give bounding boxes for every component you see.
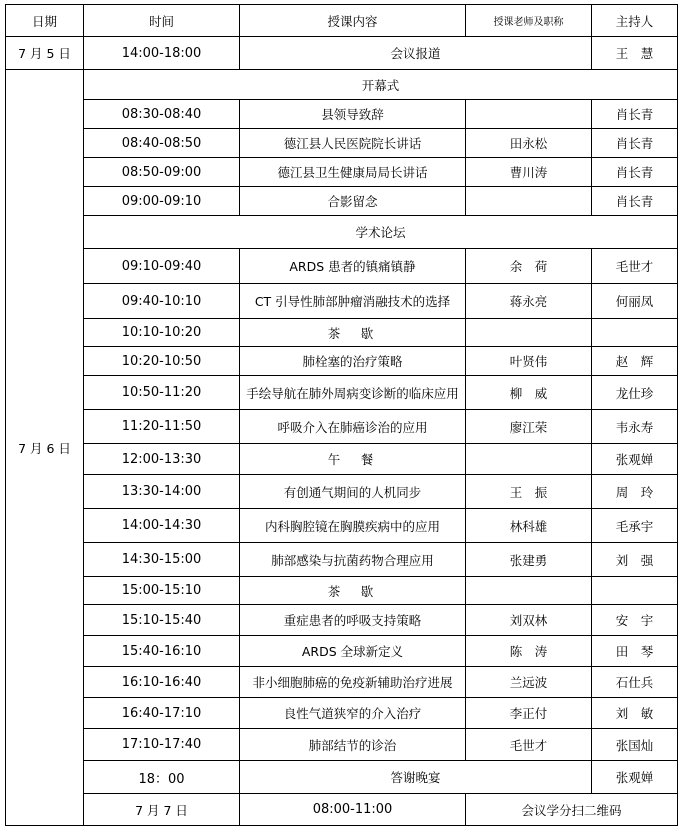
row-content: 午 餐 — [240, 444, 466, 475]
day1-row — [6, 37, 678, 70]
row-teacher: 张建勇 — [466, 543, 592, 577]
row-time: 09:10-09:40 — [84, 249, 240, 284]
row-content: 重症患者的呼吸支持策略 — [240, 605, 466, 636]
row-host: 刘 强 — [592, 543, 678, 577]
forum-title: 学术论坛 — [84, 216, 678, 249]
row-time: 14:30-15:00 — [84, 543, 240, 577]
table-row — [6, 729, 678, 761]
row-content: 肺栓塞的治疗策略 — [240, 347, 466, 376]
day3-row — [6, 794, 678, 826]
row-host: 毛世才 — [592, 249, 678, 284]
row-host: 何丽凤 — [592, 284, 678, 319]
row-host: 张观婵 — [592, 761, 678, 794]
row-host: 肖长青 — [592, 158, 678, 187]
table-row — [6, 129, 678, 158]
row-host — [592, 319, 678, 347]
row-host: 张国灿 — [592, 729, 678, 761]
row-time: 11:20-11:50 — [84, 410, 240, 444]
row-teacher: 兰远波 — [466, 667, 592, 698]
header-host: 主持人 — [592, 5, 678, 37]
header-content: 授课内容 — [240, 5, 466, 37]
row-content: ARDS 全球新定义 — [240, 636, 466, 667]
row-teacher: 曹川涛 — [466, 158, 592, 187]
row-content: 良性气道狭窄的介入治疗 — [240, 698, 466, 729]
row-host: 肖长青 — [592, 100, 678, 129]
row-host: 赵 辉 — [592, 347, 678, 376]
row-teacher: 刘双林 — [466, 605, 592, 636]
row-host: 周 玲 — [592, 475, 678, 509]
table-row — [6, 249, 678, 284]
row-time: 16:40-17:10 — [84, 698, 240, 729]
schedule-table — [5, 4, 678, 826]
table-row — [6, 636, 678, 667]
day3-time: 08:00-11:00 — [240, 794, 466, 826]
row-teacher: 王 振 — [466, 475, 592, 509]
day1-content: 会议报道 — [240, 37, 592, 70]
row-host: 肖长青 — [592, 129, 678, 158]
opening-title-row — [6, 70, 678, 100]
row-time: 08:30-08:40 — [84, 100, 240, 129]
row-content: 呼吸介入在肺癌诊治的应用 — [240, 410, 466, 444]
row-content: 肺部结节的诊治 — [240, 729, 466, 761]
table-row — [6, 605, 678, 636]
table-row — [6, 543, 678, 577]
row-content: 县领导致辞 — [240, 100, 466, 129]
row-content: 手绘导航在肺外周病变诊断的临床应用 — [240, 376, 466, 410]
table-row — [6, 100, 678, 129]
row-teacher — [466, 187, 592, 216]
row-time: 08:40-08:50 — [84, 129, 240, 158]
row-content: 德江县卫生健康局局长讲话 — [240, 158, 466, 187]
table-row — [6, 577, 678, 605]
row-time: 17:10-17:40 — [84, 729, 240, 761]
row-time: 15:10-15:40 — [84, 605, 240, 636]
table-row — [6, 761, 678, 794]
table-row — [6, 284, 678, 319]
day1-time: 14:00-18:00 — [84, 37, 240, 70]
row-time: 10:50-11:20 — [84, 376, 240, 410]
table-row — [6, 410, 678, 444]
row-content: CT 引导性肺部肿瘤消融技术的选择 — [240, 284, 466, 319]
row-time: 10:20-10:50 — [84, 347, 240, 376]
row-time: 08:50-09:00 — [84, 158, 240, 187]
table-row — [6, 444, 678, 475]
table-row — [6, 158, 678, 187]
row-content: 德江县人民医院院长讲话 — [240, 129, 466, 158]
table-row — [6, 347, 678, 376]
row-teacher: 叶贤伟 — [466, 347, 592, 376]
day3-date: 7 月 7 日 — [84, 794, 240, 826]
row-teacher — [466, 100, 592, 129]
row-time: 13:30-14:00 — [84, 475, 240, 509]
table-row — [6, 475, 678, 509]
table-row — [6, 319, 678, 347]
row-teacher: 林科雄 — [466, 509, 592, 543]
row-time: 12:00-13:30 — [84, 444, 240, 475]
row-host — [592, 577, 678, 605]
row-host: 龙仕珍 — [592, 376, 678, 410]
row-teacher: 蒋永亮 — [466, 284, 592, 319]
row-teacher — [466, 577, 592, 605]
table-row — [6, 698, 678, 729]
row-time: 09:40-10:10 — [84, 284, 240, 319]
header-teacher: 授课老师及职称 — [466, 5, 592, 37]
row-time: 09:00-09:10 — [84, 187, 240, 216]
row-teacher — [466, 319, 592, 347]
row-host: 安 宇 — [592, 605, 678, 636]
table-row — [6, 667, 678, 698]
row-time: 16:10-16:40 — [84, 667, 240, 698]
row-host: 肖长青 — [592, 187, 678, 216]
row-host: 石仕兵 — [592, 667, 678, 698]
row-content: 有创通气期间的人机同步 — [240, 475, 466, 509]
row-teacher: 田永松 — [466, 129, 592, 158]
day3-content: 会议学分扫二维码 — [466, 794, 678, 826]
row-content: ARDS 患者的镇痛镇静 — [240, 249, 466, 284]
row-time: 18：00 — [84, 761, 240, 794]
opening-title: 开幕式 — [84, 70, 678, 100]
row-content: 内科胸腔镜在胸膜疾病中的应用 — [240, 509, 466, 543]
header-time: 时间 — [84, 5, 240, 37]
row-teacher: 李正付 — [466, 698, 592, 729]
row-host: 毛承宇 — [592, 509, 678, 543]
row-time: 15:00-15:10 — [84, 577, 240, 605]
row-content: 茶 歇 — [240, 577, 466, 605]
forum-title-row — [6, 216, 678, 249]
row-host: 张观婵 — [592, 444, 678, 475]
row-teacher: 余 荷 — [466, 249, 592, 284]
row-content: 合影留念 — [240, 187, 466, 216]
row-teacher: 陈 涛 — [466, 636, 592, 667]
row-time: 14:00-14:30 — [84, 509, 240, 543]
row-teacher: 廖江荣 — [466, 410, 592, 444]
table-row — [6, 509, 678, 543]
row-content: 肺部感染与抗菌药物合理应用 — [240, 543, 466, 577]
row-teacher: 柳 威 — [466, 376, 592, 410]
table-row — [6, 187, 678, 216]
table-row — [6, 376, 678, 410]
row-content: 答谢晚宴 — [240, 761, 592, 794]
row-host: 刘 敏 — [592, 698, 678, 729]
day2-date: 7 月 6 日 — [6, 70, 84, 826]
row-host: 田 琴 — [592, 636, 678, 667]
day1-host: 王 慧 — [592, 37, 678, 70]
day1-date: 7 月 5 日 — [6, 37, 84, 70]
row-time: 15:40-16:10 — [84, 636, 240, 667]
header-date: 日期 — [6, 5, 84, 37]
row-teacher: 毛世才 — [466, 729, 592, 761]
row-host: 韦永寿 — [592, 410, 678, 444]
row-content: 非小细胞肺癌的免疫新辅助治疗进展 — [240, 667, 466, 698]
header-row — [6, 5, 678, 37]
row-time: 10:10-10:20 — [84, 319, 240, 347]
row-content: 茶 歇 — [240, 319, 466, 347]
row-teacher — [466, 444, 592, 475]
